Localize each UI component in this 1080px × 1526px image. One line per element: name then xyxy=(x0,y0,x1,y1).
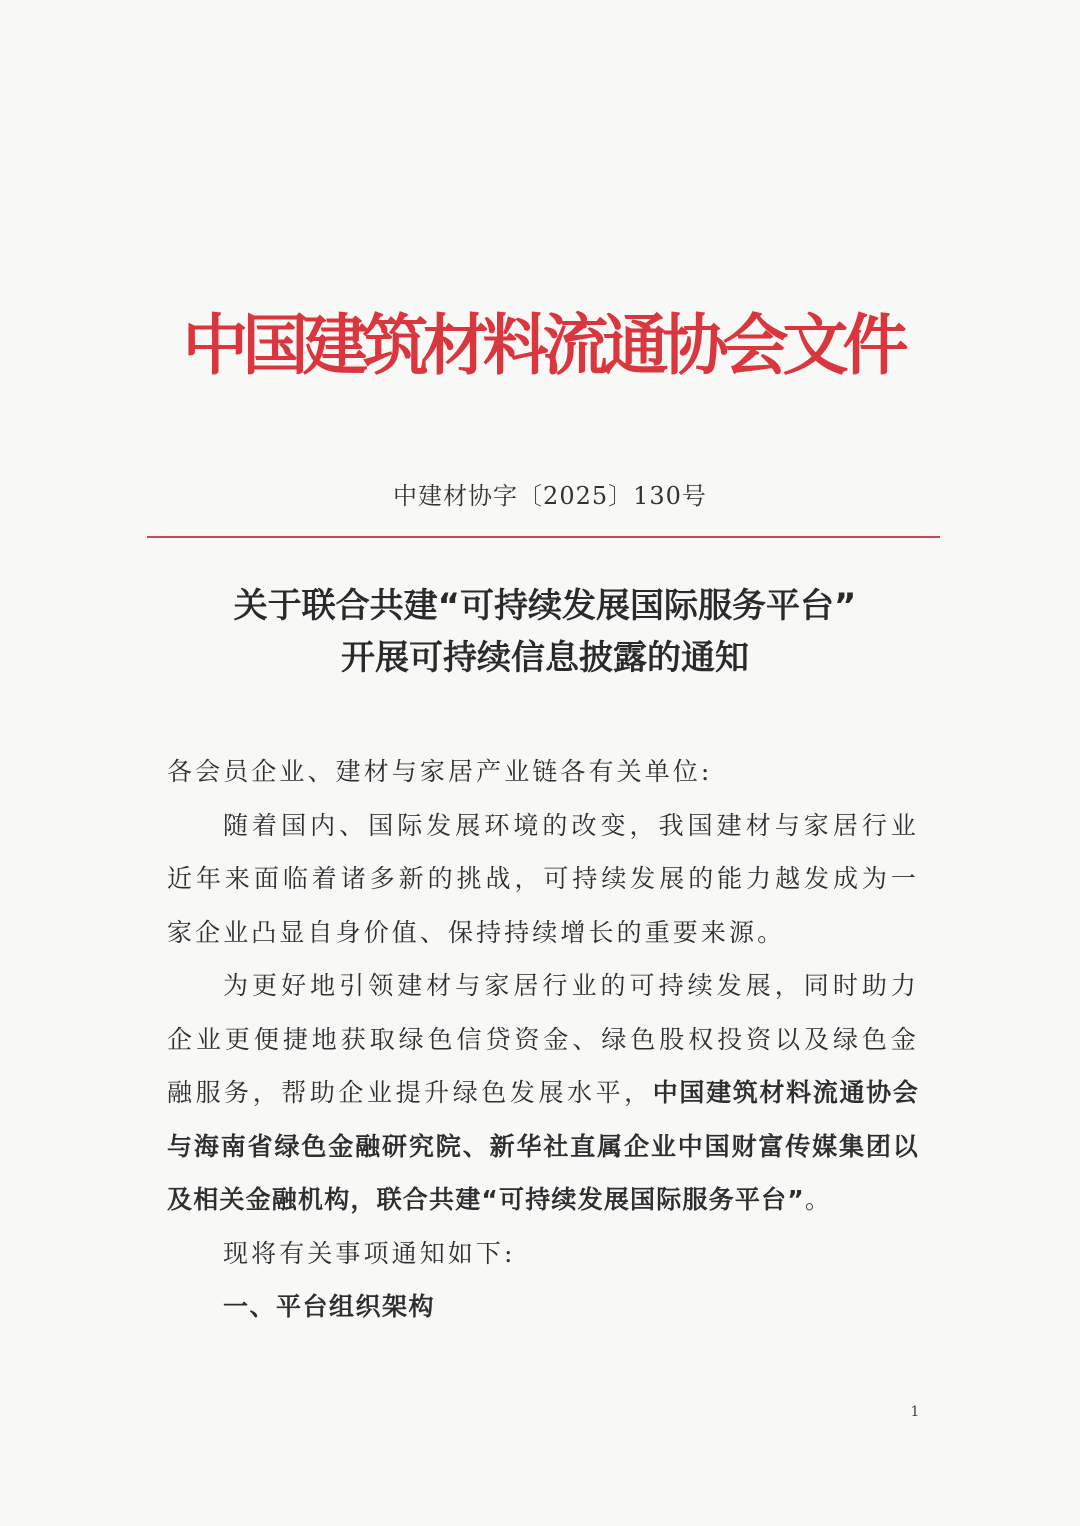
paragraph-2-text: 为更好地引领建材与家居行业的可持续发展，同时助力企业更便捷地获取绿色信贷资金、绿色股权投资以及绿色金融服务，帮助企业提升绿色发展水平， xyxy=(167,971,919,1107)
salutation: 各会员企业、建材与家居产业链各有关单位: xyxy=(167,757,713,786)
masthead-title: 中国建筑材料流通协会文件 xyxy=(182,306,903,384)
document-title xyxy=(150,580,940,684)
page-number: 1 xyxy=(910,1404,920,1420)
paragraph-3: 现将有关事项通知如下: xyxy=(223,1238,516,1268)
document-number: 中建材协字〔2025〕130号 xyxy=(393,482,707,510)
title-line-2: 开展可持续信息披露的通知 xyxy=(341,638,749,678)
red-divider xyxy=(147,536,940,538)
paragraph-2 xyxy=(167,959,919,1227)
document-body xyxy=(167,745,919,1334)
paragraph-2-end: 。 xyxy=(804,1185,833,1214)
section-heading: 一、平台组织架构 xyxy=(223,1292,436,1321)
title-line-1: 关于联合共建“可持续发展国际服务平台” xyxy=(233,586,857,626)
paragraph-2-emphasis: 中国建筑材料流通协会与海南省绿色金融研究院、新华社直属企业中国财富传媒集团以及相关金融机构，联合共建“可持续发展国际服务平台” xyxy=(167,1078,919,1214)
paragraph-1: 随着国内、国际发展环境的改变，我国建材与家居行业近年来面临着诸多新的挑战，可持续发展的能力越发成为一家企业凸显自身价值、保持持续增长的重要来源。 xyxy=(167,810,919,947)
